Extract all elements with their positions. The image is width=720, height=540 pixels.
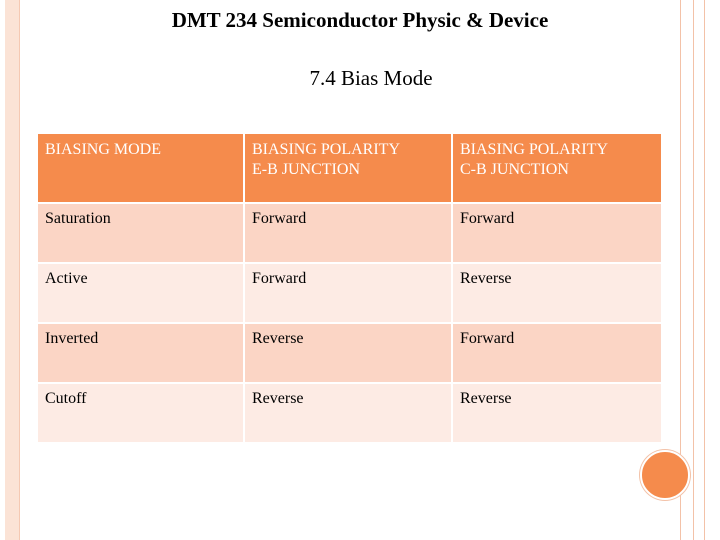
table-cell-mode: Saturation: [37, 203, 244, 263]
table-header-row: [37, 133, 662, 203]
header-line: BIASING POLARITY: [252, 141, 400, 158]
header-line: E-B JUNCTION: [252, 161, 360, 178]
decorative-circle-icon: [640, 450, 690, 500]
header-eb-polarity: [244, 133, 452, 203]
table-cell-mode: Inverted: [37, 323, 244, 383]
table-row: [37, 263, 662, 323]
table-cell-eb: Reverse: [244, 323, 452, 383]
header-line: BIASING POLARITY: [460, 141, 608, 158]
header-cb-polarity: [452, 133, 662, 203]
table-cell-eb: Forward: [244, 203, 452, 263]
header-line: C-B JUNCTION: [460, 161, 569, 178]
table-cell-cb: Forward: [452, 203, 662, 263]
header-line: BIASING MODE: [45, 141, 161, 158]
table-cell-eb: Reverse: [244, 383, 452, 443]
bias-mode-table: [36, 132, 663, 444]
header-biasing-mode: [37, 133, 244, 203]
table-cell-mode: Active: [37, 263, 244, 323]
table-cell-cb: Reverse: [452, 263, 662, 323]
slide-title: DMT 234 Semiconductor Physic & Device: [171, 8, 549, 32]
table-cell-cb: Forward: [452, 323, 662, 383]
table-cell-mode: Cutoff: [37, 383, 244, 443]
table-cell-cb: Reverse: [452, 383, 662, 443]
slide-subtitle: 7.4 Bias Mode: [309, 66, 433, 90]
table-row: [37, 323, 662, 383]
table-row: [37, 203, 662, 263]
table-row: [37, 383, 662, 443]
table-cell-eb: Forward: [244, 263, 452, 323]
